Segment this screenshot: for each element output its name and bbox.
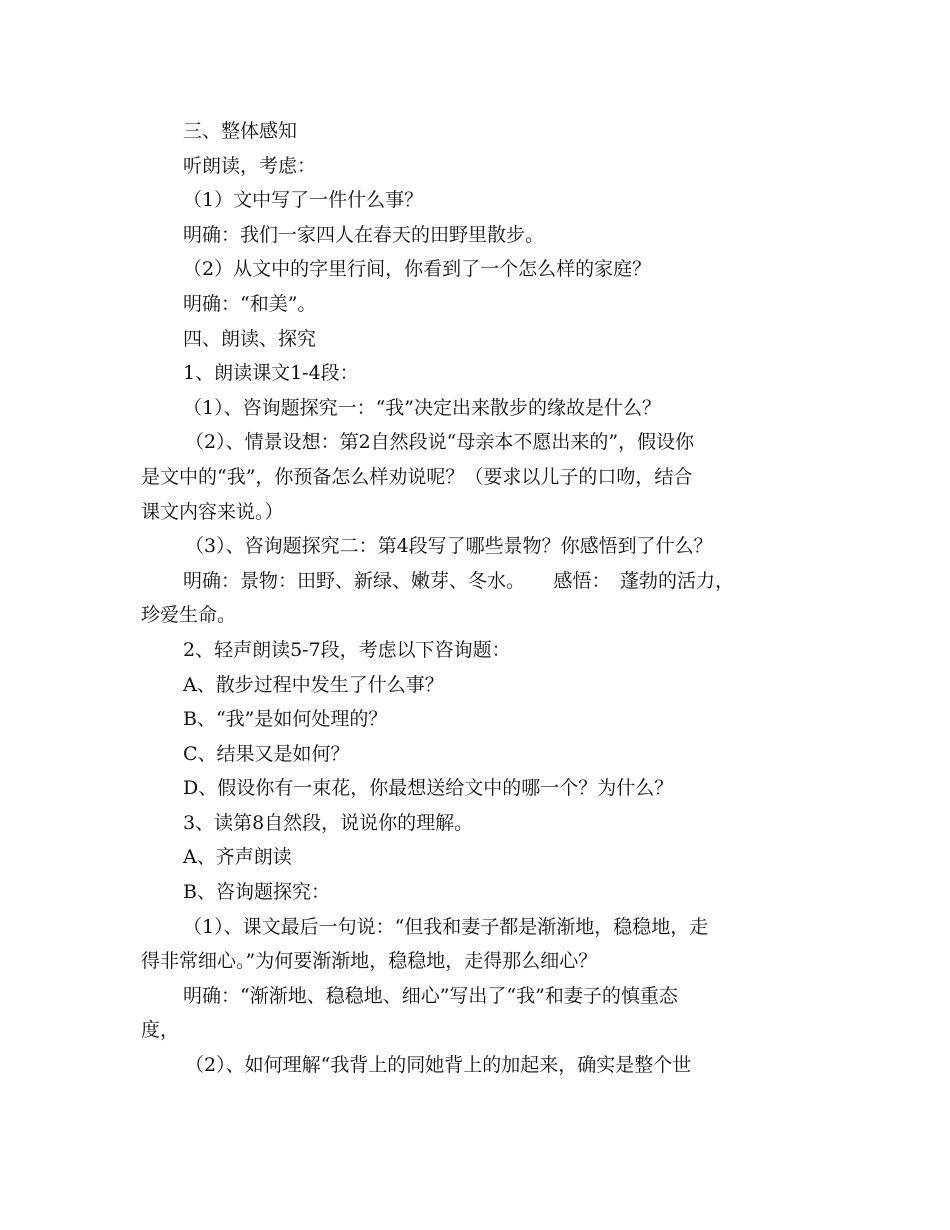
paragraph: 3、读第8自然段，说说你的理解。 [183, 811, 474, 834]
question: （1）、课文最后一句说：“但我和妻子都是渐渐地，稳稳地，走 [183, 915, 709, 938]
section-heading-reading: 四、朗读、探究 [183, 327, 317, 350]
question: （3）、咨询题探究二：第4段写了哪些景物？你感悟到了什么？ [185, 535, 713, 558]
paragraph-continuation: 珍爱生命。 [141, 604, 237, 627]
answer: 明确：“和美”。 [183, 292, 317, 315]
paragraph-continuation: 得非常细心。”为何要渐渐地，稳稳地，走得那么细心？ [141, 950, 598, 973]
list-item: B、咨询题探究： [183, 881, 330, 904]
list-item: B、“我”是如何处理的？ [183, 708, 388, 731]
question: （1）文中写了一件什么事？ [183, 189, 424, 212]
question: （2）从文中的字里行间，你看到了一个怎么样的家庭？ [183, 258, 652, 281]
paragraph-continuation: 课文内容来说。） [141, 500, 284, 523]
answer: 明确：景物：田野、新绿、嫩芽、冬水。 感悟： 蓬勃的活力， [183, 569, 735, 592]
answer: 明确：“渐渐地、稳稳地、细心”写出了“我”和妻子的慎重态 [183, 984, 678, 1007]
question: （1）、咨询题探究一：“我”决定出来散步的缘故是什么？ [183, 396, 662, 419]
paragraph-continuation: 度， [141, 1019, 180, 1042]
list-item: A、散步过程中发生了什么事？ [183, 673, 444, 696]
paragraph: 2、轻声朗读5-7段，考虑以下咨询题： [183, 638, 511, 661]
document-body [141, 114, 821, 1083]
list-item: D、假设你有一束花，你最想送给文中的哪一个？为什么？ [183, 777, 674, 800]
paragraph: 1、朗读课文1-4段： [183, 362, 359, 385]
paragraph-continuation: 是文中的“我”，你预备怎么样劝说呢？（要求以儿子的口吻，结合 [141, 465, 693, 488]
list-item: C、结果又是如何？ [183, 742, 350, 765]
answer: 明确：我们一家四人在春天的田野里散步。 [183, 223, 545, 246]
section-heading-overall: 三、整体感知 [183, 120, 298, 142]
question: （2）、如何理解“我背上的同她背上的加起来，确实是整个世 [185, 1054, 692, 1077]
question: （2）、情景设想：第2自然段说“母亲本不愿出来的”，假设你 [185, 431, 695, 454]
paragraph: 听朗读，考虑： [183, 154, 317, 177]
list-item: A、齐声朗读 [183, 846, 292, 869]
